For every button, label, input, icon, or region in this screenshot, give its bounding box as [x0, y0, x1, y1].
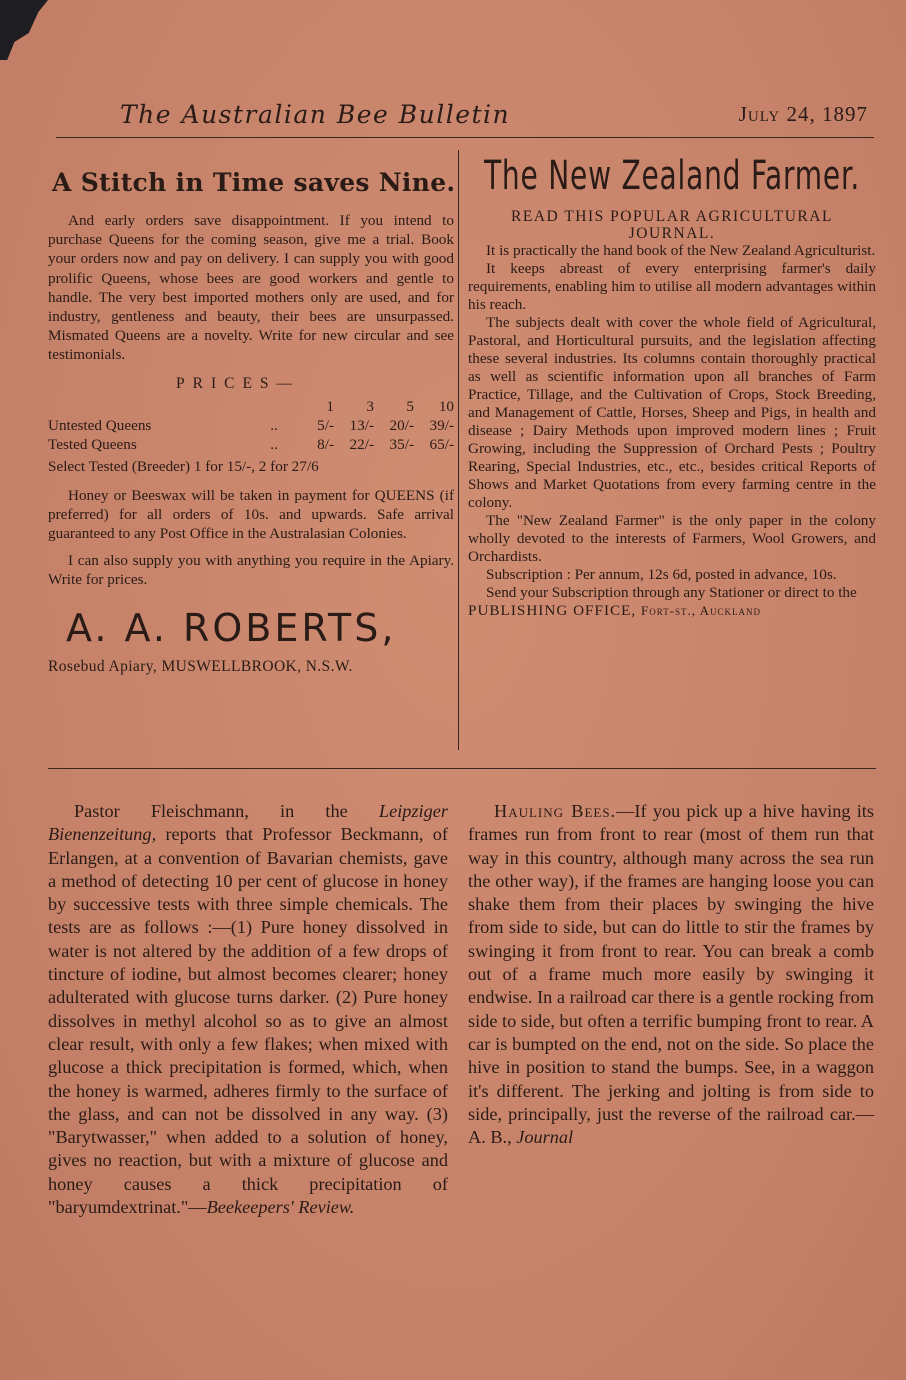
price-row [48, 435, 454, 454]
price-cell: 20/- [389, 416, 414, 434]
section-rule [48, 768, 876, 769]
article-source: Journal [516, 1127, 574, 1148]
price-cell: 13/- [349, 416, 374, 434]
price-col: 3 [366, 397, 374, 415]
price-dots: .. [270, 416, 278, 434]
issue-date: July 24, 1897 [738, 102, 868, 126]
nz-paragraph: The subjects dealt with cover the whole field of Agricultural, Pastoral, and Horticultural pursuits, and the legislation affecting these several industries. Its columns contain thoroughly practical as well as scientific information upon all branches of Farm Practice, Tillage, and the Cultivation of Crops, Stock Breeding, and Management of Cattle, Horses, Sheep and Pigs, in health and disease ; Dairy Methods upon improved modern lines ; Fruit Growing, including the Suppression of Orchard Pests ; Poultry Rearing, Special Industries, etc., etc., besides critical Reports of Shows and Market Quotations from every farming centre in the colony. [468, 314, 876, 511]
glucose-article-text: Pastor Fleischmann, in the Leipziger Bienenzeitung, reports that Professor Beckmann, of Erlangen, at a convention of Bavarian chemists, gave a method of detecting 10 per cent of glucose in honey by successive tests with three simple chemicals. The tests are as follows :—(1) Pure honey dissolved in water is not altered by the addition of a few drops of tincture of iodine, but almost becomes clearer; honey adulterated with glucose turns darker. (2) Pure honey dissolves in methyl alcohol so as to give an almost clear result, with only a few flakes; when mixed with glucose a thick precipitation is formed, which, when the honey is warmed, adheres firmly to the surface of the glass, and can not be dissolved in any way. (3) "Barytwasser," when added to a solution of honey, gives no reaction, but with a mixture of glucose and honey causes a thick precipitation of "baryumdextrinat."—Beekeepers' Review. [48, 801, 448, 1218]
nz-paragraph: It keeps abreast of every enterprising farmer's daily requirements, enabling him to utilise all modern advantages within his reach. [468, 260, 876, 313]
price-cell: 35/- [389, 435, 414, 453]
nz-paragraph: It is practically the hand book of the New Zealand Agriculturist. [486, 242, 876, 259]
article-source: Beekeepers' Review. [206, 1197, 355, 1218]
publishing-office [468, 602, 876, 620]
price-dots: .. [270, 435, 278, 453]
price-cell: 65/- [429, 435, 454, 453]
price-cell: 39/- [429, 416, 454, 434]
price-row [48, 416, 454, 435]
price-cell: 5/- [317, 416, 334, 434]
nz-paragraph: Send your Subscription through any Stationer or direct to the [486, 584, 857, 601]
journal-name: Leipziger Bienenzeitung, [48, 801, 448, 845]
publishing-street: Fort-st., Auckland [641, 603, 761, 618]
honey-payment-note: Honey or Beeswax will be taken in payment for QUEENS (if preferred) for all orders of 10s. and upwards. Safe arrival guaranteed to any Post Office in the Australasian Colonies. [48, 486, 454, 543]
price-col: 5 [406, 397, 414, 415]
select-tested-price: Select Tested (Breeder) 1 for 15/-, 2 for 27/6 [48, 457, 319, 475]
price-cell: 8/- [317, 435, 334, 453]
advertiser-name: A. A. ROBERTS, [66, 605, 397, 650]
article-heading: Hauling Bees. [494, 801, 617, 821]
price-cell: 22/- [349, 435, 374, 453]
header-rule [56, 137, 874, 138]
nz-paragraph: Subscription : Per annum, 12s 6d, posted in advance, 10s. [486, 566, 837, 583]
publishing-office-label: PUBLISHING OFFICE, [468, 602, 637, 619]
price-label: Tested Queens [48, 435, 137, 453]
nz-farmer-headline: The New Zealand Farmer. [484, 153, 861, 199]
glucose-article [48, 800, 448, 1219]
read-line: READ THIS POPULAR AGRICULTURAL JOURNAL. [511, 208, 833, 242]
advertiser-address: Rosebud Apiary, MUSWELLBROOK, N.S.W. [48, 657, 353, 675]
prices-table [48, 397, 454, 454]
column-divider [458, 150, 459, 750]
hauling-bees-article [468, 800, 874, 1149]
hauling-bees-text: Hauling Bees.—If you pick up a hive having its frames run from front to rear (most of them run that way in this country, although many across the sea run the other way), if the frames are hanging loose you can shake them from their places by swinging the hive from side to side, but can do little to stir the frames by swinging it from front to rear. You can break a comb out of a frame much more easily by swinging it endwise. In a railroad car there is a gentle rocking from side to side, but often a terrific bumping front to rear. A car is bumpted on the end, not on the side. So place the hive in position to stand the bumps. See, in a waggon it's different. The jerking and jolting is from side to side, principally, just the reverse of the railroad car.—A. B., Journal [468, 801, 874, 1148]
roberts-advertisement [48, 160, 454, 676]
nz-paragraph: The "New Zealand Farmer" is the only paper in the colony wholly devoted to the interests of Farmers, Wool Growers, and Orchardists. [468, 512, 876, 565]
price-columns-row [48, 397, 454, 416]
price-col: 10 [438, 397, 454, 415]
price-col: 1 [326, 397, 334, 415]
apiary-supply-note: I can also supply you with anything you require in the Apiary. Write for prices. [48, 552, 454, 589]
ad-headline: A Stitch in Time saves Nine. [52, 168, 456, 197]
price-label: Untested Queens [48, 416, 152, 434]
running-head [56, 98, 874, 134]
nz-farmer-advertisement [468, 150, 876, 620]
ad-intro: And early orders save disappointment. If you intend to purchase Queens for the coming season, give me a trial. Book your orders now and pay on delivery. I can supply you with good prolific Queens, whose bees are good workers and gentle to handle. The very best imported mothers only are used, and for industry, gentleness and beauty, their bees are unsurpassed. Mismated Queens are a novelty. Write for new circular and see testimonials. [48, 212, 454, 364]
publication-title: The Australian Bee Bulletin [120, 100, 511, 129]
torn-corner [0, 0, 48, 60]
prices-heading: PRICES— [176, 374, 301, 392]
